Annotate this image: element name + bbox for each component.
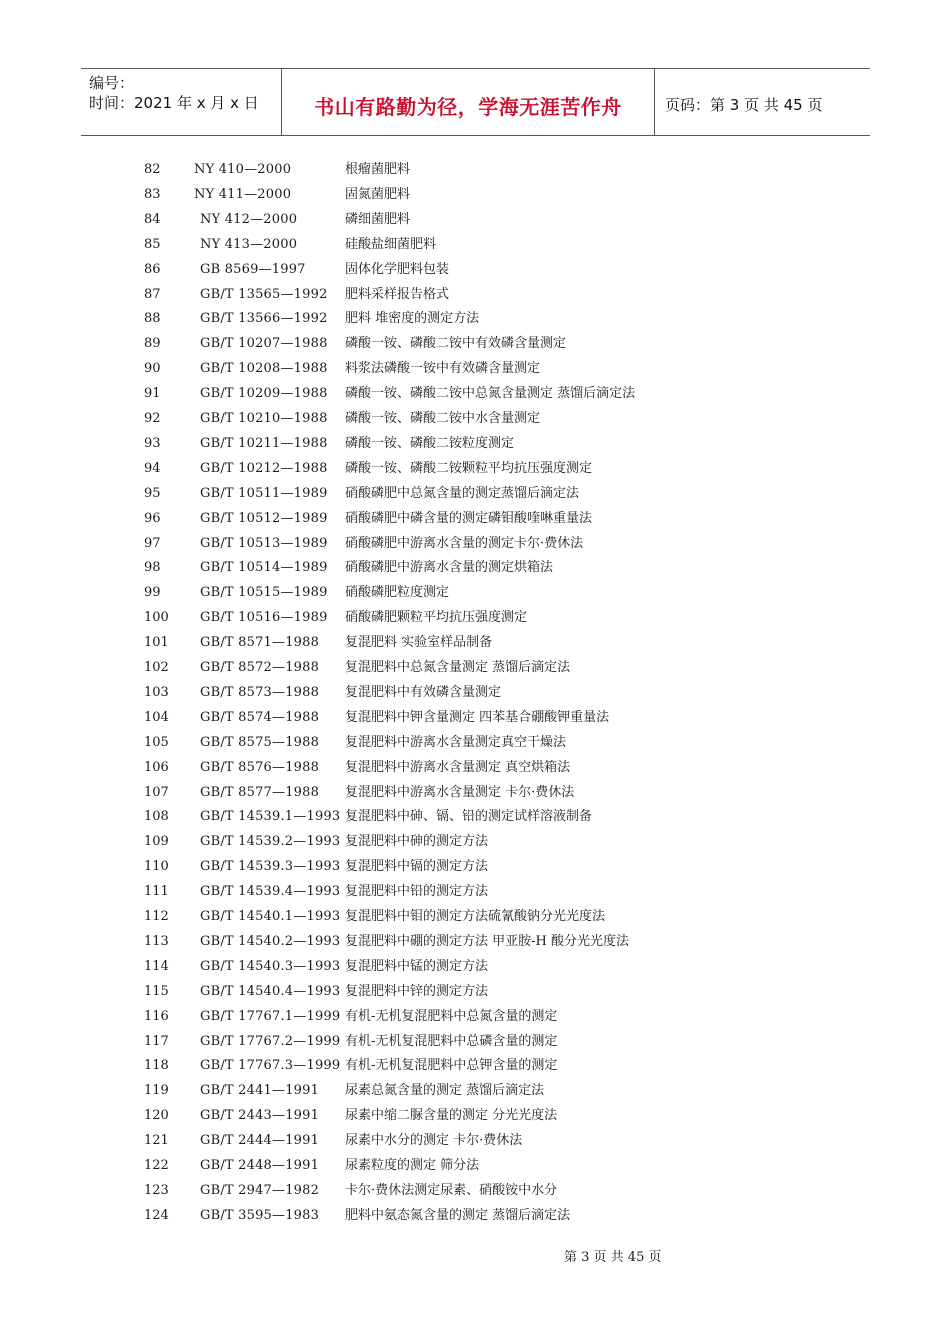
standard-code: NY 410—2000: [194, 162, 292, 177]
standard-title: 尿素粒度的测定 筛分法: [345, 1158, 480, 1173]
item-number: 110: [144, 859, 169, 875]
standard-title: 硝酸磷肥粒度测定: [345, 585, 450, 601]
standard-code: GB/T 8574—1988: [200, 709, 320, 725]
standard-title: 复混肥料 实验室样品制备: [345, 635, 493, 651]
list-item: [0, 283, 950, 308]
date-label: 时间：2021 年 x 月 x 日: [89, 94, 259, 112]
item-number: 123: [144, 1182, 169, 1198]
standard-title: 卡尔·费休法测定尿素、硝酸铵中水分: [345, 1182, 558, 1198]
list-item: [0, 357, 950, 382]
standard-title: 复混肥料中铅的测定方法: [345, 884, 489, 900]
standard-code: GB/T 2448—1991: [200, 1158, 320, 1173]
list-item: [0, 1154, 950, 1179]
list-item: [0, 581, 950, 606]
standard-title: 硝酸磷肥颗粒平均抗压强度测定: [345, 610, 528, 626]
item-number: 112: [144, 909, 169, 924]
item-number: 115: [144, 983, 169, 999]
standard-code: GB/T 14540.2—1993: [200, 933, 341, 949]
list-item: [0, 1005, 950, 1030]
list-item: [0, 930, 950, 955]
item-number: 84: [144, 211, 161, 227]
standard-title: 有机-无机复混肥料中总氮含量的测定: [345, 1008, 558, 1024]
list-item: [0, 556, 950, 581]
standard-title: 硝酸磷肥中磷含量的测定磷钼酸喹啉重量法: [345, 510, 593, 526]
standard-code: GB/T 2444—1991: [200, 1133, 320, 1149]
page-info: 页码：第 3 页 共 45 页: [665, 96, 823, 114]
item-number: 87: [144, 286, 161, 302]
standard-title: 有机-无机复混肥料中总钾含量的测定: [345, 1058, 558, 1074]
standard-title: 肥料 堆密度的测定方法: [345, 311, 480, 327]
standard-code: GB/T 10207—1988: [200, 336, 328, 352]
standard-title: 硝酸磷肥中总氮含量的测定蒸馏后滴定法: [345, 485, 580, 501]
list-item: [0, 382, 950, 407]
standard-title: 硅酸盐细菌肥料: [345, 236, 437, 252]
item-number: 99: [144, 585, 161, 601]
list-item: [0, 1079, 950, 1104]
item-number: 85: [144, 236, 161, 252]
item-number: 97: [144, 535, 161, 551]
standard-code: GB/T 14539.2—1993: [200, 834, 341, 850]
item-number: 89: [144, 336, 161, 352]
list-item: [0, 407, 950, 432]
standard-title: 复混肥料中钾含量测定 四苯基合硼酸钾重量法: [345, 709, 610, 725]
standard-title: 复混肥料中游离水含量测定 真空烘箱法: [345, 759, 571, 775]
item-number: 119: [144, 1083, 169, 1099]
item-number: 103: [144, 684, 169, 700]
item-number: 92: [144, 411, 161, 426]
standard-code: GB/T 2441—1991: [200, 1083, 320, 1099]
standard-code: NY 412—2000: [200, 211, 298, 227]
standard-title: 磷细菌肥料: [345, 211, 411, 227]
standard-code: GB/T 13566—1992: [200, 311, 328, 327]
standard-title: 复混肥料中砷的测定方法: [345, 834, 489, 850]
list-item: [0, 756, 950, 781]
list-item: [0, 1129, 950, 1154]
item-number: 108: [144, 809, 169, 825]
page-header: [81, 68, 870, 136]
standard-code: GB/T 14540.1—1993: [200, 909, 341, 924]
item-number: 96: [144, 510, 161, 526]
list-item: [0, 631, 950, 656]
list-item: [0, 880, 950, 905]
standard-title: 复混肥料中硼的测定方法 甲亚胺-H 酸分光光度法: [345, 933, 629, 949]
standard-title: 尿素中水分的测定 卡尔·费休法: [345, 1133, 523, 1149]
standard-code: GB/T 14540.4—1993: [200, 983, 341, 999]
standard-code: GB/T 14540.3—1993: [200, 958, 341, 974]
item-number: 82: [144, 162, 161, 177]
standard-title: 复混肥料中游离水含量测定真空干燥法: [345, 734, 567, 750]
footer-page-number: 第 3 页 共 45 页: [564, 1250, 662, 1265]
header-motto-cell: [282, 69, 655, 135]
standard-title: 复混肥料中锌的测定方法: [345, 983, 489, 999]
standard-code: GB/T 14539.1—1993: [200, 809, 341, 825]
standard-title: 复混肥料中锰的测定方法: [345, 958, 489, 974]
standard-title: 磷酸一铵、磷酸二铵中水含量测定: [345, 411, 541, 426]
standard-code: GB 8569—1997: [200, 261, 306, 277]
list-item: [0, 1104, 950, 1129]
list-item: [0, 980, 950, 1005]
list-item: [0, 830, 950, 855]
list-item: [0, 432, 950, 457]
item-number: 121: [144, 1133, 169, 1149]
standard-title: 复混肥料中钼的测定方法硫氰酸钠分光光度法: [345, 909, 606, 924]
standard-title: 尿素中缩二脲含量的测定 分光光度法: [345, 1108, 558, 1124]
item-number: 105: [144, 734, 169, 750]
standard-code: GB/T 10212—1988: [200, 460, 328, 476]
standard-code: GB/T 2443—1991: [200, 1108, 320, 1124]
list-item: [0, 706, 950, 731]
standard-title: 复混肥料中总氮含量测定 蒸馏后滴定法: [345, 660, 571, 675]
standard-title: 肥料采样报告格式: [345, 286, 450, 302]
standard-code: GB/T 10516—1989: [200, 610, 328, 626]
item-number: 117: [144, 1033, 169, 1049]
standard-title: 复混肥料中游离水含量测定 卡尔·费休法: [345, 784, 575, 800]
list-item: [0, 656, 950, 681]
header-page-cell: [655, 69, 870, 135]
standard-code: GB/T 10513—1989: [200, 535, 328, 551]
standard-code: GB/T 10515—1989: [200, 585, 328, 601]
list-item: [0, 507, 950, 532]
list-item: [0, 233, 950, 258]
list-item: [0, 183, 950, 208]
standard-code: GB/T 10209—1988: [200, 386, 328, 402]
list-item: [0, 955, 950, 980]
list-item: [0, 258, 950, 283]
standard-code: GB/T 10211—1988: [200, 435, 328, 451]
item-number: 83: [144, 186, 161, 202]
list-item: [0, 855, 950, 880]
standard-code: GB/T 10514—1989: [200, 560, 328, 576]
standard-code: GB/T 8577—1988: [200, 784, 320, 800]
item-number: 109: [144, 834, 169, 850]
list-item: [0, 158, 950, 183]
list-item: [0, 905, 950, 930]
item-number: 118: [144, 1058, 169, 1074]
standard-title: 磷酸一铵、磷酸二铵中有效磷含量测定: [345, 336, 567, 352]
standard-title: 固体化学肥料包装: [345, 261, 450, 277]
standard-title: 尿素总氮含量的测定 蒸馏后滴定法: [345, 1083, 545, 1099]
list-item: [0, 1054, 950, 1079]
list-item: [0, 332, 950, 357]
list-item: [0, 1030, 950, 1055]
standard-code: GB/T 10208—1988: [200, 361, 328, 377]
motto: 书山有路勤为径，学海无涯苦作舟: [314, 95, 622, 119]
standard-title: 复混肥料中砷、镉、铅的测定试样溶液制备: [345, 809, 593, 825]
list-item: [0, 1204, 950, 1229]
standard-title: 料浆法磷酸一铵中有效磷含量测定: [345, 361, 541, 377]
list-item: [0, 781, 950, 806]
standard-code: GB/T 10511—1989: [200, 485, 328, 501]
item-number: 111: [144, 884, 169, 900]
standard-code: GB/T 3595—1983: [200, 1207, 320, 1223]
item-number: 102: [144, 660, 169, 675]
standard-code: GB/T 8571—1988: [200, 635, 320, 651]
standard-code: GB/T 17767.1—1999: [200, 1008, 341, 1024]
standard-title: 有机-无机复混肥料中总磷含量的测定: [345, 1033, 558, 1049]
standard-code: GB/T 14539.4—1993: [200, 884, 341, 900]
standard-title: 复混肥料中有效磷含量测定: [345, 684, 502, 700]
standard-title: 复混肥料中镉的测定方法: [345, 859, 489, 875]
item-number: 120: [144, 1108, 169, 1124]
item-number: 107: [144, 784, 169, 800]
item-number: 100: [144, 610, 169, 626]
standard-title: 肥料中氨态氮含量的测定 蒸馏后滴定法: [345, 1207, 571, 1223]
standard-title: 磷酸一铵、磷酸二铵粒度测定: [345, 435, 515, 451]
serial-label: 编号：: [89, 74, 135, 92]
item-number: 124: [144, 1207, 169, 1223]
standard-title: 固氮菌肥料: [345, 186, 411, 202]
item-number: 93: [144, 435, 161, 451]
item-number: 98: [144, 560, 161, 576]
standard-code: GB/T 2947—1982: [200, 1182, 320, 1198]
standard-title: 硝酸磷肥中游离水含量的测定卡尔·费休法: [345, 535, 584, 551]
standard-title: 磷酸一铵、磷酸二铵中总氮含量测定 蒸馏后滴定法: [345, 386, 636, 402]
standard-code: GB/T 10210—1988: [200, 411, 328, 426]
list-item: [0, 1179, 950, 1204]
item-number: 101: [144, 635, 169, 651]
item-number: 116: [144, 1008, 169, 1024]
list-item: [0, 805, 950, 830]
list-item: [0, 681, 950, 706]
standard-code: GB/T 8573—1988: [200, 684, 320, 700]
standard-code: GB/T 10512—1989: [200, 510, 328, 526]
list-item: [0, 307, 950, 332]
standard-title: 硝酸磷肥中游离水含量的测定烘箱法: [345, 560, 554, 576]
list-item: [0, 532, 950, 557]
item-number: 91: [144, 386, 161, 402]
item-number: 114: [144, 958, 169, 974]
item-number: 113: [144, 933, 169, 949]
list-item: [0, 482, 950, 507]
standard-code: GB/T 8576—1988: [200, 759, 320, 775]
standard-title: 根瘤菌肥料: [345, 162, 411, 177]
standard-code: GB/T 14539.3—1993: [200, 859, 341, 875]
standard-code: NY 413—2000: [200, 236, 298, 252]
list-item: [0, 457, 950, 482]
standard-code: GB/T 8575—1988: [200, 734, 320, 750]
item-number: 88: [144, 311, 161, 327]
item-number: 95: [144, 485, 161, 501]
standard-title: 磷酸一铵、磷酸二铵颗粒平均抗压强度测定: [345, 460, 593, 476]
item-number: 94: [144, 460, 161, 476]
item-number: 106: [144, 759, 169, 775]
standard-code: GB/T 13565—1992: [200, 286, 328, 302]
item-number: 104: [144, 709, 169, 725]
list-item: [0, 606, 950, 631]
standard-code: GB/T 17767.3—1999: [200, 1058, 341, 1074]
list-item: [0, 731, 950, 756]
item-number: 86: [144, 261, 161, 277]
item-number: 122: [144, 1158, 169, 1173]
standard-code: GB/T 17767.2—1999: [200, 1033, 341, 1049]
standard-code: GB/T 8572—1988: [200, 660, 320, 675]
standard-code: NY 411—2000: [194, 186, 292, 202]
header-meta-cell: [81, 69, 282, 135]
list-item: [0, 208, 950, 233]
item-number: 90: [144, 361, 161, 377]
